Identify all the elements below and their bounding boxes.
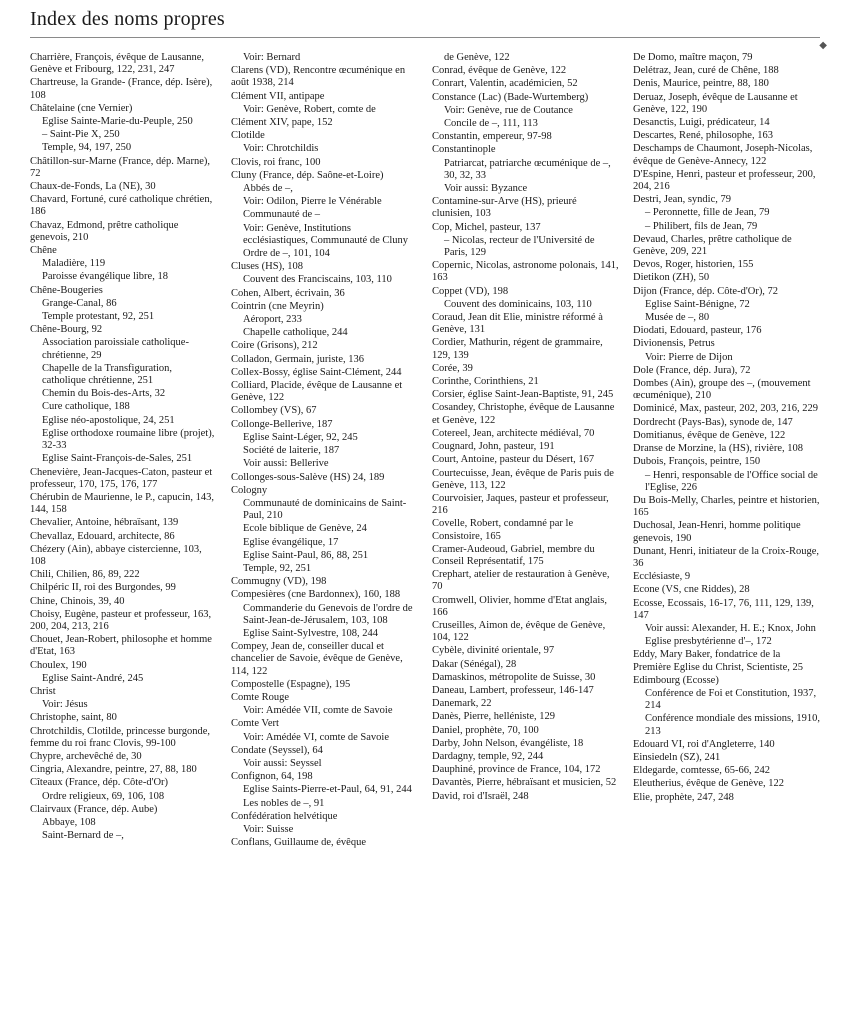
index-entry: Ordre de –, 101, 104 — [243, 248, 330, 260]
index-entry: Dole (France, dép. Jura), 72 — [633, 364, 751, 376]
index-column-1 — [30, 52, 217, 1017]
index-entry: Clotilde — [231, 130, 265, 142]
index-entry: Copernic, Nicolas, astronome polonais, 141, 163 — [432, 260, 619, 284]
index-entry: Chrotchildis, Clotilde, princesse burgonde, femme du roi franc Clovis, 99-100 — [30, 725, 211, 749]
index-entry: Cordier, Mathurin, régent de grammaire, 129, 139 — [432, 337, 603, 361]
index-entry: Corée, 39 — [432, 362, 473, 374]
index-entry: Dombes (Ain), groupe des –, (mouvement œcuménique), 210 — [633, 378, 811, 402]
index-entry: Chézery (Ain), abbaye cistercienne, 103, 108 — [30, 543, 202, 567]
index-entry: Société de laiterie, 187 — [243, 445, 340, 457]
index-entry: Musée de –, 80 — [645, 312, 710, 324]
index-entry: Chevallaz, Edouard, architecte, 86 — [30, 530, 175, 542]
index-entry: Voir: Genève, Robert, comte de — [243, 103, 376, 115]
index-entry: Christ — [30, 685, 56, 697]
index-entry: – Peronnette, fille de Jean, 79 — [645, 207, 770, 219]
index-entry: – Philibert, fils de Jean, 79 — [645, 220, 758, 232]
index-entry: Couvent des dominicains, 103, 110 — [444, 298, 592, 310]
index-entry: Couvent des Franciscains, 103, 110 — [243, 274, 392, 286]
index-entry: Chêne-Bourg, 92 — [30, 324, 103, 336]
index-entry: Diodati, Edouard, pasteur, 176 — [633, 325, 762, 337]
index-entry: Paroisse évangélique libre, 18 — [42, 271, 168, 283]
index-entry: Chine, Chinois, 39, 40 — [30, 595, 125, 607]
index-entry: Collonges-sous-Salève (HS) 24, 189 — [231, 471, 385, 483]
index-entry: Clairvaux (France, dép. Aube) — [30, 803, 158, 815]
index-entry: Constantin, empereur, 97-98 — [432, 131, 552, 143]
index-entry: Colladon, Germain, juriste, 136 — [231, 353, 364, 365]
index-entry: Saint-Bernard de –, — [42, 830, 124, 842]
index-entry: Patriarcat, patriarche œcuménique de –, 30, 32, 33 — [444, 157, 611, 181]
index-column-4 — [633, 52, 820, 1017]
index-entry: Edimbourg (Ecosse) — [633, 674, 719, 686]
index-entry: Cohen, Albert, écrivain, 36 — [231, 287, 345, 299]
index-entry: Eglise Saint-André, 245 — [42, 672, 144, 684]
index-entry: Collex-Bossy, église Saint-Clément, 244 — [231, 366, 402, 378]
index-entry: Eglise orthodoxe roumaine libre (projet), 32-33 — [42, 427, 215, 452]
index-entry: Deruaz, Joseph, évêque de Lausanne et Genève, 122, 190 — [633, 91, 798, 115]
index-entry: Chevalier, Antoine, hébraïsant, 139 — [30, 517, 179, 529]
index-entry: Daneau, Lambert, professeur, 146-147 — [432, 684, 594, 696]
index-entry: De Domo, maître maçon, 79 — [633, 52, 753, 63]
index-entry: Cop, Michel, pasteur, 137 — [432, 221, 541, 233]
index-entry: Descartes, René, philosophe, 163 — [633, 130, 773, 142]
index-entry: Clarens (VD), Rencontre œcuménique en août 1938, 214 — [231, 65, 406, 89]
index-entry: Darby, John Nelson, évangéliste, 18 — [432, 737, 584, 749]
index-entry: Temple protestant, 92, 251 — [42, 311, 155, 323]
index-entry: Voir: Jésus — [42, 699, 88, 711]
index-entry: Confignon, 64, 198 — [231, 771, 313, 783]
index-entry: Eglise Saint-Bénigne, 72 — [645, 298, 750, 310]
index-columns — [30, 52, 820, 1017]
index-entry: – Nicolas, recteur de l'Université de Paris, 129 — [444, 234, 595, 259]
index-entry: Comte Vert — [231, 718, 279, 730]
index-entry: Conférence de Foi et Constitution, 1937, 214 — [645, 687, 817, 712]
index-entry: Chartreuse, la Grande- (France, dép. Isère), 108 — [30, 77, 213, 101]
index-entry: Compostelle (Espagne), 195 — [231, 678, 351, 690]
index-entry: Compesières (cne Bardonnex), 160, 188 — [231, 589, 401, 601]
index-entry: Destri, Jean, syndic, 79 — [633, 194, 731, 206]
index-entry: Coppet (VD), 198 — [432, 285, 509, 297]
index-entry: Eddy, Mary Baker, fondatrice de la Première Eglise du Christ, Scientiste, 25 — [633, 649, 804, 673]
index-entry: Abbaye, 108 — [42, 816, 96, 828]
index-entry: Eglise évangélique, 17 — [243, 536, 339, 548]
index-entry: Conrad, évêque de Genève, 122 — [432, 65, 567, 77]
index-entry: Chilpéric II, roi des Burgondes, 99 — [30, 582, 176, 594]
index-entry: Contamine-sur-Arve (HS), prieuré clunisien, 103 — [432, 196, 577, 220]
index-entry: Corinthe, Corinthiens, 21 — [432, 376, 539, 388]
index-entry: Dranse de Morzine, la (HS), rivière, 108 — [633, 443, 803, 455]
index-entry: Charrière, François, évêque de Lausanne, Genève et Fribourg, 122, 231, 247 — [30, 52, 205, 76]
index-entry: Châtelaine (cne Vernier) — [30, 102, 133, 114]
index-entry: Voir: Amédée VII, comte de Savoie — [243, 705, 393, 717]
index-entry: Conflans, Guillaume de, évêque — [231, 837, 367, 849]
index-entry: Chenevière, Jean-Jacques-Caton, pasteur et professeur, 170, 175, 176, 177 — [30, 466, 213, 490]
index-entry: Chavaz, Edmond, prêtre catholique genevois, 210 — [30, 219, 179, 243]
index-entry: Du Bois-Melly, Charles, peintre et historien, 165 — [633, 494, 820, 519]
index-entry: Dauphiné, province de France, 104, 172 — [432, 764, 601, 776]
index-entry: Cotereel, Jean, architecte médiéval, 70 — [432, 427, 595, 439]
index-entry: Eglise presbytérienne d'–, 172 — [645, 636, 772, 648]
index-entry: David, roi d'Israël, 248 — [432, 790, 529, 802]
index-entry: Constance (Lac) (Bade-Wurtemberg) — [432, 91, 589, 103]
index-entry: Voir aussi: Byzance — [444, 183, 528, 195]
index-entry: Voir: Genève, rue de Coutance — [444, 104, 573, 116]
index-entry: Einsiedeln (SZ), 241 — [633, 751, 721, 763]
index-entry: Eleutherius, évêque de Genève, 122 — [633, 778, 785, 790]
index-entry: Les nobles de –, 91 — [243, 797, 325, 809]
index-entry: Eglise Saint-Léger, 92, 245 — [243, 431, 358, 443]
index-entry: Edouard VI, roi d'Angleterre, 140 — [633, 738, 775, 750]
index-entry: Cluses (HS), 108 — [231, 261, 304, 273]
index-entry: Domitianus, évêque de Genève, 122 — [633, 429, 786, 441]
index-entry: Ordre religieux, 69, 106, 108 — [42, 790, 165, 802]
index-entry: Cluny (France, dép. Saône-et-Loire) — [231, 169, 384, 181]
index-entry: Danemark, 22 — [432, 698, 492, 710]
index-entry: Cologny — [231, 484, 268, 496]
index-entry: Corsier, église Saint-Jean-Baptiste, 91, 245 — [432, 389, 614, 401]
index-entry: Ecosse, Ecossais, 16-17, 76, 111, 129, 139, 147 — [633, 597, 814, 621]
index-entry: Coraud, Jean dit Elie, ministre réformé à Genève, 131 — [432, 312, 603, 336]
index-entry: Choisy, Eugène, pasteur et professeur, 163, 200, 204, 213, 216 — [30, 608, 212, 632]
index-entry: Damaskinos, métropolite de Suisse, 30 — [432, 671, 596, 683]
index-entry: Dunant, Henri, initiateur de la Croix-Rouge, 36 — [633, 545, 820, 569]
index-entry: Cruseilles, Aimon de, évêque de Genève, 104, 122 — [432, 619, 606, 644]
index-entry: Chemin du Bois-des-Arts, 32 — [42, 388, 166, 400]
page-title: Index des noms propres — [30, 8, 225, 30]
index-entry: Desanctis, Luigi, prédicateur, 14 — [633, 117, 770, 129]
index-entry: Communauté de – — [243, 209, 320, 221]
index-entry: Commanderie du Genevois de l'ordre de Saint-Jean-de-Jérusalem, 103, 108 — [243, 602, 413, 626]
index-entry: Voir: Genève, Institutions ecclésiastiques, Communauté de Cluny — [243, 222, 409, 246]
index-entry: Christophe, saint, 80 — [30, 712, 117, 724]
index-entry: Voir aussi: Seyssel — [243, 757, 322, 769]
index-entry: Abbés de –, — [243, 183, 293, 195]
index-entry: Colliard, Placide, évêque de Lausanne et Genève, 122 — [231, 380, 403, 404]
index-entry: Constantinople — [432, 144, 496, 156]
index-entry: Communauté de dominicains de Saint-Paul, 210 — [243, 497, 407, 522]
index-entry: Maladière, 119 — [42, 258, 106, 270]
index-entry: Compey, Jean de, conseiller ducal et chancelier de Savoie, évêque de Genève, 114, 122 — [231, 641, 403, 677]
index-entry: Temple, 92, 251 — [243, 562, 312, 574]
index-entry: Duchosal, Jean-Henri, homme politique genevois, 190 — [633, 520, 801, 544]
index-entry: Voir: Suisse — [243, 823, 294, 835]
index-entry: Denis, Maurice, peintre, 88, 180 — [633, 78, 769, 90]
index-entry: Eglise Sainte-Marie-du-Peuple, 250 — [42, 116, 193, 128]
index-entry: Coire (Grisons), 212 — [231, 340, 318, 352]
index-entry: Clément XIV, pape, 152 — [231, 117, 333, 129]
index-entry: Daniel, prophète, 70, 100 — [432, 724, 539, 736]
index-entry: Eglise Saint-Sylvestre, 108, 244 — [243, 627, 379, 639]
index-entry: Temple, 94, 197, 250 — [42, 142, 132, 154]
index-entry: Collombey (VS), 67 — [231, 405, 317, 417]
index-entry: Eldegarde, comtesse, 65-66, 242 — [633, 765, 771, 777]
index-entry: Chypre, archevêché de, 30 — [30, 750, 142, 762]
index-entry: Voir aussi: Alexander, H. E.; Knox, John — [645, 622, 816, 634]
index-entry: Chili, Chilien, 86, 89, 222 — [30, 569, 140, 581]
index-entry: Comte Rouge — [231, 691, 290, 703]
index-entry: Chérubin de Maurienne, le P., capucin, 143, 144, 158 — [30, 491, 214, 516]
index-entry: Cure catholique, 188 — [42, 401, 130, 413]
index-entry: Conrart, Valentin, académicien, 52 — [432, 78, 578, 90]
index-entry: Choulex, 190 — [30, 659, 87, 671]
index-entry: Association paroissiale catholique-chrétienne, 29 — [42, 337, 189, 361]
index-entry: – Saint-Pie X, 250 — [42, 129, 120, 141]
index-entry: Collonge-Bellerive, 187 — [231, 418, 333, 430]
index-entry: Chaux-de-Fonds, La (NE), 30 — [30, 181, 156, 193]
index-entry: Dijon (France, dép. Côte-d'Or), 72 — [633, 285, 779, 297]
index-entry: Devos, Roger, historien, 155 — [633, 259, 754, 271]
index-entry: Conférence mondiale des missions, 1910, 213 — [645, 713, 820, 737]
index-entry: Cosandey, Christophe, évêque de Lausanne et Genève, 122 — [432, 402, 615, 426]
index-entry: Chouet, Jean-Robert, philosophe et homme d'Etat, 163 — [30, 634, 212, 658]
index-entry: Grange-Canal, 86 — [42, 297, 117, 309]
index-entry: Dubois, François, peintre, 150 — [633, 456, 761, 468]
index-entry: Court, Antoine, pasteur du Désert, 167 — [432, 454, 595, 466]
index-entry: Clément VII, antipape — [231, 90, 325, 102]
index-entry: Condate (Seyssel), 64 — [231, 744, 323, 756]
index-entry: Voir: Odilon, Pierre le Vénérable — [243, 196, 382, 208]
index-entry: Chêne-Bougeries — [30, 284, 103, 296]
index-entry: Chêne — [30, 245, 57, 257]
index-entry: Concile de –, 111, 113 — [444, 118, 538, 130]
index-entry: Elie, prophète, 247, 248 — [633, 791, 734, 803]
index-entry: Voir: Chrotchildis — [243, 143, 319, 155]
index-column-2 — [231, 52, 418, 1017]
index-entry: Voir: Amédée VI, comte de Savoie — [243, 731, 389, 743]
index-entry: Dietikon (ZH), 50 — [633, 272, 710, 284]
index-entry: Dominicé, Max, pasteur, 202, 203, 216, 229 — [633, 403, 819, 415]
index-entry: Chapelle de la Transfiguration, catholique chrétienne, 251 — [42, 362, 173, 387]
index-entry: Deschamps de Chaumont, Joseph-Nicolas, évêque de Genève-Annecy, 122 — [633, 143, 813, 167]
index-entry: Econe (VS, cne Riddes), 28 — [633, 584, 750, 596]
index-entry: Cougnard, John, pasteur, 191 — [432, 441, 555, 453]
index-entry: Eglise Saints-Pierre-et-Paul, 64, 91, 244 — [243, 784, 412, 796]
index-entry: Ecclésiaste, 9 — [633, 571, 691, 583]
index-entry: Courvoisier, Jaques, pasteur et professeur, 216 — [432, 492, 609, 517]
index-entry: Voir aussi: Bellerive — [243, 458, 329, 470]
index-entry: Divionensis, Petrus — [633, 338, 715, 350]
index-entry: Danès, Pierre, helléniste, 129 — [432, 711, 556, 723]
index-entry: D'Espine, Henri, pasteur et professeur, 200, 204, 216 — [633, 168, 816, 193]
index-entry: Voir: Pierre de Dijon — [645, 351, 733, 363]
index-entry: Devaud, Charles, prêtre catholique de Genève, 209, 221 — [633, 233, 792, 258]
index-entry: Confédération helvétique — [231, 810, 338, 822]
index-entry: Cromwell, Olivier, homme d'Etat anglais, 166 — [432, 594, 607, 618]
index-entry: Courtecuisse, Jean, évêque de Paris puis de Genève, 113, 122 — [432, 467, 614, 491]
index-entry: de Genève, 122 — [444, 52, 510, 63]
index-entry: Chavard, Fortuné, curé catholique chrétien, 186 — [30, 194, 213, 218]
index-entry: Commugny (VD), 198 — [231, 576, 327, 588]
index-entry: Dordrecht (Pays-Bas), synode de, 147 — [633, 416, 793, 428]
index-entry: Cybèle, divinité orientale, 97 — [432, 645, 555, 657]
index-entry: Eglise Saint-François-de-Sales, 251 — [42, 453, 193, 465]
index-entry: Delétraz, Jean, curé de Chêne, 188 — [633, 65, 779, 77]
index-entry: Davantès, Pierre, hébraïsant et musicien, 52 — [432, 777, 617, 789]
index-entry: Chapelle catholique, 244 — [243, 327, 348, 339]
index-column-3 — [432, 52, 619, 1017]
index-entry: Châtillon-sur-Marne (France, dép. Marne), 72 — [30, 155, 210, 179]
index-entry: – Henri, responsable de l'Office social de l'Eglise, 226 — [645, 469, 818, 493]
index-entry: Ecole biblique de Genève, 24 — [243, 523, 367, 535]
index-entry: Dardagny, temple, 92, 244 — [432, 750, 544, 762]
index-entry: Eglise néo-apostolique, 24, 251 — [42, 414, 175, 426]
index-entry: Clovis, roi franc, 100 — [231, 156, 321, 168]
index-entry: Aéroport, 233 — [243, 314, 302, 326]
corner-mark: ◆ — [819, 40, 827, 51]
index-entry: Cramer-Audeoud, Gabriel, membre du Conseil Représentatif, 175 — [432, 543, 595, 567]
index-entry: Cointrin (cne Meyrin) — [231, 300, 324, 312]
index-entry: Crephart, atelier de restauration à Genève, 70 — [432, 569, 610, 593]
index-entry: Voir: Bernard — [243, 52, 301, 63]
index-entry: Cîteaux (France, dép. Côte-d'Or) — [30, 777, 169, 789]
index-entry: Cingria, Alexandre, peintre, 27, 88, 180 — [30, 764, 197, 776]
page-header — [30, 8, 820, 38]
index-entry: Eglise Saint-Paul, 86, 88, 251 — [243, 549, 369, 561]
index-entry: Dakar (Sénégal), 28 — [432, 658, 517, 670]
index-entry: Covelle, Robert, condamné par le Consistoire, 165 — [432, 518, 574, 542]
